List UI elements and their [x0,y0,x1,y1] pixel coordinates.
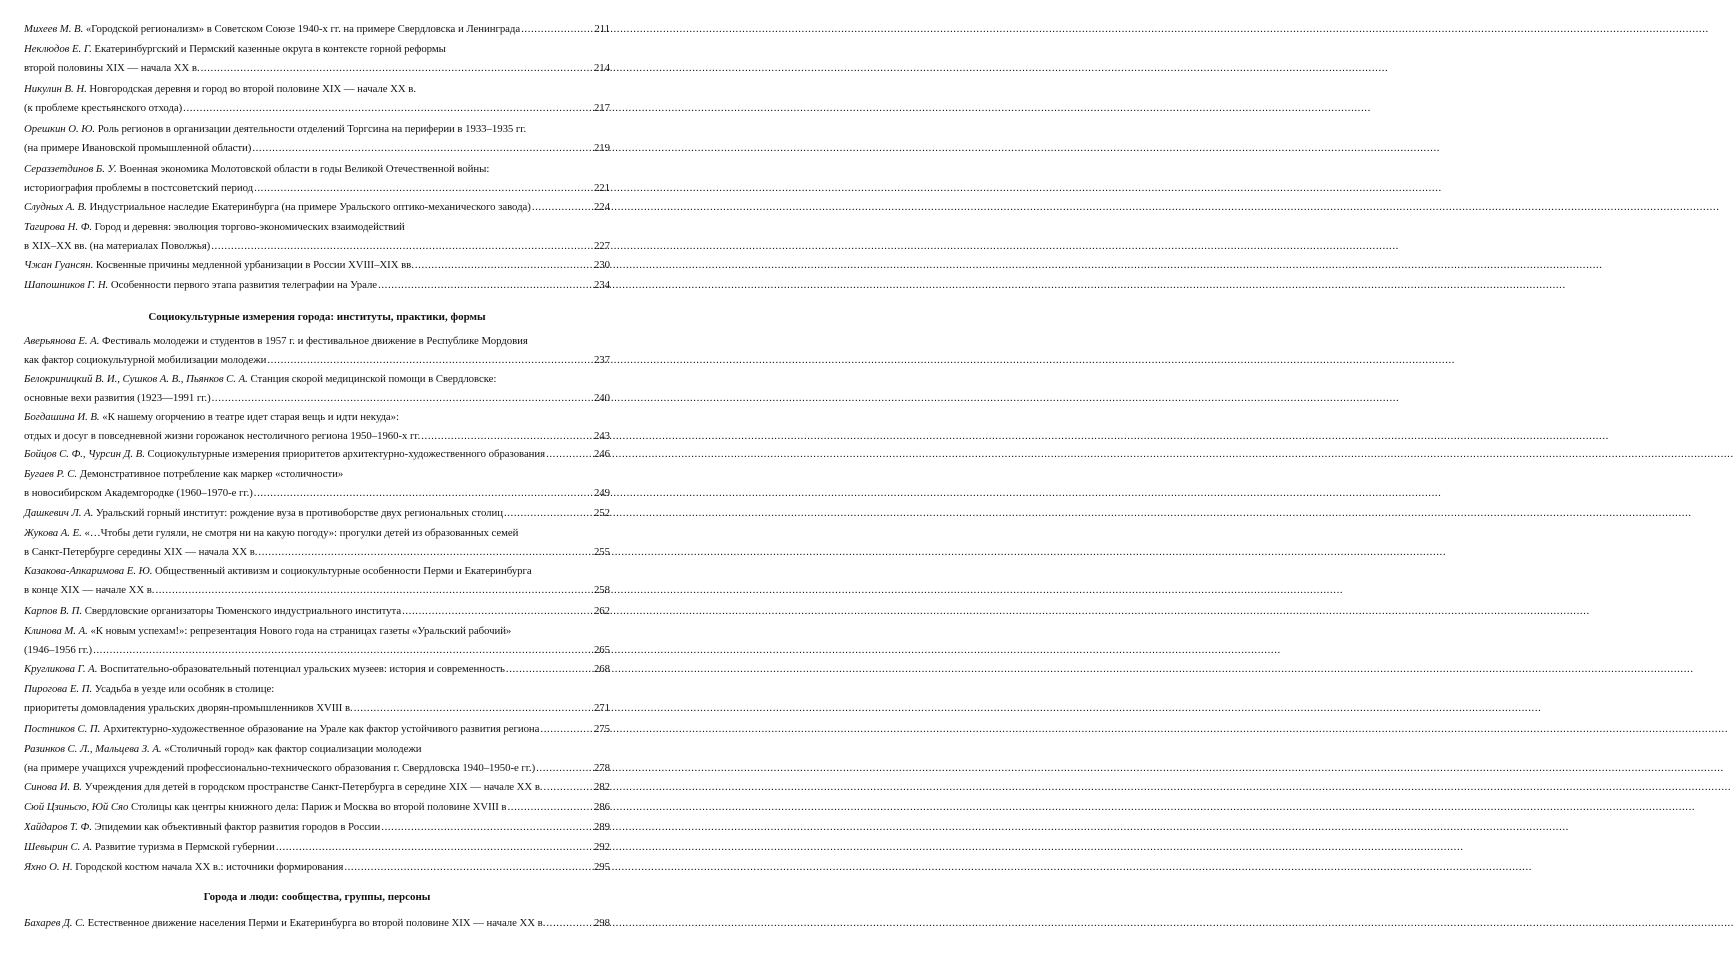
entry-page: 224 [593,201,610,213]
entry-author: Бугаев Р. С. [24,468,78,480]
entry-page: 275 [593,723,610,735]
entry-title: как фактор социокультурной мобилизации молодежи [24,354,267,366]
entry-author: Хайдаров Т. Ф. [24,821,92,833]
entry-page: 227 [593,240,610,252]
entry-author: Тагирова Н. Ф. [24,221,93,233]
toc-entry [24,602,610,621]
entry-title: (на примере учащихся учреждений профессионально-технического образования г. Свердловска 1940–1950-е гг.) [24,762,536,774]
entry-title: Особенности первого этапа развития телеграфии на Урале [110,279,378,291]
entry-title: Развитие туризма в Пермской губернии [94,841,275,853]
entry-page: 298 [593,917,610,929]
entry-title: Общественный активизм и социокультурные особенности Перми и Екатеринбурга [155,565,532,577]
entry-author: Бахарев Д. С. [24,917,85,929]
toc-entry [24,465,610,503]
entry-title: Станция скорой медицинской помощи в Свердловске: [250,373,497,385]
entry-title: Столицы как центры книжного дела: Париж и Москва во второй половине XVIII в [130,801,507,813]
toc-entry [24,408,610,446]
entry-title: Городской костюм начала XX в.: источники формирования [75,861,344,873]
toc-entry [24,562,610,600]
entry-page: 295 [593,861,610,873]
toc-entry [24,660,610,679]
entry-title: Свердловские организаторы Тюменского индустриального института [84,605,402,617]
entry-page: 249 [593,487,610,499]
entry-author: Сюй Цзиньсю, Юй Сяо [24,801,129,813]
entry-page: 268 [593,663,610,675]
entry-title: второй половины XIX — начала XX в. [24,62,200,74]
entry-author: Никулин В. Н. [24,83,87,95]
entry-author: Аверьянова Е. А. [24,335,100,347]
toc-entry [24,680,610,718]
entry-author: Сераззетдинов Б. У. [24,163,117,175]
entry-title: (1946–1956 гг.) [24,644,93,656]
entry-author: Дашкевич Л. А. [24,507,94,519]
entry-author: Кругликова Г. А. [24,663,98,675]
toc-entry [24,504,610,523]
entry-author: Чжан Гуансян. [24,259,94,271]
entry-page: 230 [593,259,610,271]
entry-author: Богдашина И. В. [24,411,100,423]
entry-title: Усадьба в уезде или особняк в столице: [94,683,275,695]
entry-author: Синова И. В. [24,781,82,793]
entry-author: Неклюдов Е. Г. [24,43,92,55]
entry-title: Социокультурные измерения приоритетов архитектурно-художественного образования [147,448,546,460]
entry-page: 237 [593,354,610,366]
table-of-contents [0,0,634,960]
entry-title: Екатеринбургский и Пермский казенные округа в контексте горной реформы [94,43,446,55]
entry-page: 252 [593,507,610,519]
entry-page: 217 [593,102,610,114]
entry-title: «Городской регионализм» в Советском Союзе 1940-х гг. на примере Свердловска и Ленинграда [85,23,521,35]
toc-entry [24,798,610,817]
toc-entry [24,80,610,118]
entry-title: «К новым успехам!»: репрезентация Нового года на страницах газеты «Уральский рабочий» [90,625,512,637]
toc-entry [24,914,610,933]
entry-title: Индустриальное наследие Екатеринбурга (на примере Уральского оптико-механического завода) [89,201,531,213]
toc-entry [24,256,610,275]
entry-page: 278 [593,762,610,774]
entry-page: 282 [593,781,610,793]
toc-entry [24,445,610,464]
entry-title: историография проблемы в постсоветский период [24,182,254,194]
toc-entry [24,198,610,217]
entry-page: 265 [593,644,610,656]
entry-title: «Столичный город» как фактор социализации молодежи [164,743,422,755]
toc-entry [24,720,610,739]
entry-author: Белокриницкий В. И., Сушков А. В., Пьянков С. А. [24,373,248,385]
entry-author: Михеев М. В. [24,23,84,35]
entry-author: Казакова-Апкаримова Е. Ю. [24,565,153,577]
entry-author: Орешкин О. Ю. [24,123,96,135]
entry-title: Новгородская деревня и город во второй половине XIX — начале XX в. [89,83,416,95]
entry-title: приоритеты домовладения уральских дворян-промышленников XVIII в. [24,702,353,714]
toc-entry [24,40,610,78]
entry-page: 221 [593,182,610,194]
entry-title: в XIX–XX вв. (на материалах Поволжья) [24,240,211,252]
toc-entry [24,858,610,877]
entry-title: отдых и досуг в повседневной жизни горожанок нестоличного региона 1950–1960-х гг. [24,430,421,442]
toc-entry [24,160,610,198]
toc-entry [24,332,610,370]
toc-entry [24,370,610,408]
entry-author: Разинков С. Л., Мальцева З. А. [24,743,162,755]
entry-author: Постников С. П. [24,723,101,735]
entry-title: Косвенные причины медленной урбанизации в России XVIII–XIX вв. [95,259,414,271]
section-heading: Города и люди: сообщества, группы, персоны [203,891,431,903]
toc-entry [24,276,610,295]
entry-author: Карпов В. П. [24,605,83,617]
entry-title: Роль регионов в организации деятельности отделений Торгсина на периферии в 1933–1935 гг. [97,123,527,135]
entry-author: Шевырин С. А. [24,841,93,853]
entry-page: 219 [593,142,610,154]
entry-author: Клинова М. А. [24,625,88,637]
entry-title: Город и деревня: эволюция торгово-экономических взаимодействий [94,221,405,233]
entry-title: основные вехи развития (1923—1991 гг.) [24,392,211,404]
entry-author: Яхно О. Н. [24,861,73,873]
toc-entry [24,818,610,837]
entry-page: 255 [593,546,610,558]
entry-page: 286 [593,801,610,813]
entry-title: (на примере Ивановской промышленной области) [24,142,252,154]
entry-title: Архитектурно-художественное образование на Урале как фактор устойчивого развития региона [102,723,540,735]
entry-author: Пирогова Е. П. [24,683,93,695]
entry-page: 214 [593,62,610,74]
entry-title: в новосибирском Академгородке (1960–1970-е гг.) [24,487,253,499]
section-heading: Социокультурные измерения города: институты, практики, формы [148,311,486,323]
entry-title: в Санкт-Петербурге середины XIX — начала XX в. [24,546,258,558]
toc-entry [24,622,610,660]
entry-title: Уральский горный институт: рождение вуза в противоборстве двух региональных столиц [95,507,503,519]
entry-page: 258 [593,584,610,596]
entry-title: «…Чтобы дети гуляли, не смотря ни на какую погоду»: прогулки детей из образованных семей [84,527,519,539]
entry-page: 211 [594,23,610,35]
entry-page: 292 [593,841,610,853]
toc-entry [24,740,610,778]
entry-author: Бойцов С. Ф., Чурсин Д. В. [24,448,145,460]
entry-title: «К нашему огорчению в театре идет старая вещь и идти некуда»: [102,411,399,423]
entry-title: Учреждения для детей в городском пространстве Санкт-Петербурга в середине XIX — начале XX в. [84,781,543,793]
entry-author: Слудных А. В. [24,201,87,213]
entry-author: Шапошников Г. Н. [24,279,109,291]
entry-page: 289 [593,821,610,833]
toc-entry [24,524,610,562]
entry-page: 243 [593,430,610,442]
entry-page: 234 [593,279,610,291]
entry-page: 262 [593,605,610,617]
toc-entry [24,120,610,158]
entry-title: в конце XIX — начале XX в. [24,584,155,596]
toc-entry [24,218,610,256]
entry-title: (к проблеме крестьянского отхода) [24,102,183,114]
toc-entry [24,838,610,857]
entry-title: Эпидемии как объективный фактор развития городов в России [94,821,381,833]
entry-title: Естественное движение населения Перми и Екатеринбурга во второй половине XIX — начале XX в. [87,917,546,929]
entry-title: Воспитательно-образовательный потенциал уральских музеев: история и современность [100,663,505,675]
entry-title: Военная экономика Молотовской области в годы Великой Отечественной войны: [119,163,490,175]
entry-page: 271 [593,702,610,714]
entry-author: Жукова А. Е. [24,527,82,539]
entry-title: Демонстративное потребление как маркер «столичности» [79,468,344,480]
entry-page: 240 [593,392,610,404]
entry-page: 246 [593,448,610,460]
entry-title: Фестиваль молодежи и студентов в 1957 г. и фестивальное движение в Республике Мордовия [102,335,528,347]
toc-entry [24,20,610,39]
toc-entry [24,778,610,797]
